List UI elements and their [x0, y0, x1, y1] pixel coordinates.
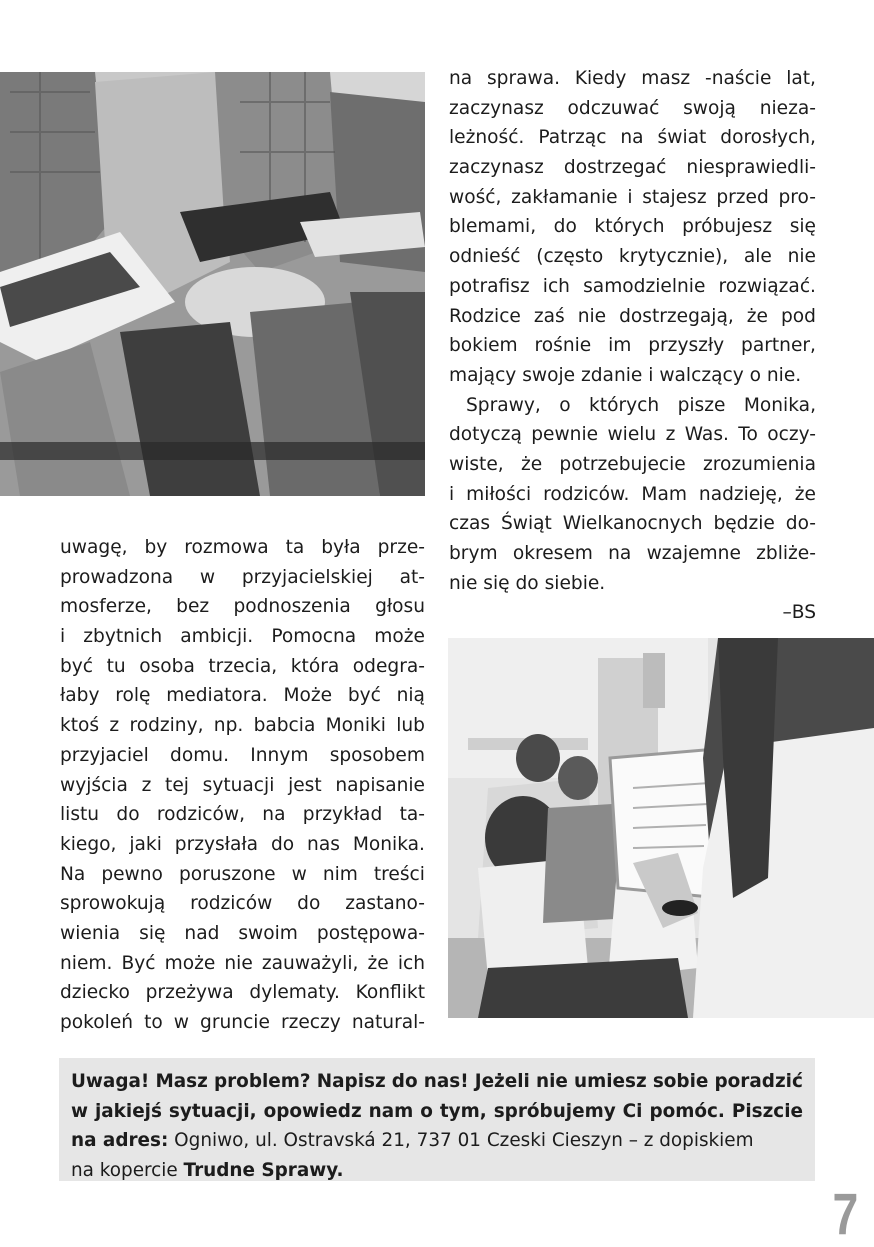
word: ta-: [399, 804, 425, 826]
word: brym: [449, 543, 498, 564]
text-line: [449, 450, 816, 480]
word: podnoszenia: [233, 596, 351, 618]
word: potrzebujecie: [559, 453, 686, 475]
word: Uwaga!: [71, 1071, 150, 1092]
word: tym,: [439, 1100, 487, 1122]
text-line: [449, 539, 816, 569]
word: babcia: [253, 715, 316, 737]
word: jaki: [129, 833, 162, 855]
word: Rodzice: [449, 305, 521, 327]
word: Masz: [155, 1071, 208, 1092]
word: dostrzegają,: [619, 305, 734, 327]
notice-line-2: [71, 1097, 803, 1127]
text-line: [449, 123, 816, 153]
word: sposobem: [329, 744, 425, 766]
word: (często: [536, 246, 604, 268]
word: świat: [657, 127, 707, 149]
text-line: [60, 681, 425, 711]
word: sytuacji: [202, 774, 275, 796]
word: próbujesz: [682, 216, 773, 238]
word: gruncie: [200, 1012, 270, 1033]
word: rodziców,: [156, 804, 245, 826]
word: oczy-: [767, 424, 816, 446]
word: głosu: [375, 596, 425, 618]
photo-girl-with-certificate: [448, 638, 874, 1018]
word: ta: [285, 537, 305, 558]
word: ale: [743, 246, 772, 268]
text-line: [60, 563, 425, 593]
word: np.: [213, 715, 244, 737]
word: nas: [307, 833, 340, 855]
word: rozwiązać.: [718, 275, 816, 297]
text-line: [60, 800, 425, 830]
word: nią: [396, 685, 425, 707]
word: do: [553, 216, 577, 238]
word: zaczynasz: [449, 157, 544, 179]
word: Kiedy: [574, 68, 627, 89]
text-line: [60, 949, 425, 979]
text-line: [60, 771, 425, 801]
notice-address-label: na adres:: [71, 1130, 169, 1151]
text-line: [60, 622, 425, 652]
text-line: [449, 272, 816, 302]
word: że: [520, 453, 543, 475]
word: ich: [542, 275, 570, 297]
word: że: [794, 483, 816, 505]
word: była: [321, 537, 361, 558]
word: pro-: [778, 186, 816, 208]
word: domu.: [170, 744, 230, 766]
word: nadzieję,: [698, 483, 783, 505]
word: może: [164, 952, 216, 974]
word: osoba: [139, 655, 195, 677]
word: zrozumienia: [703, 453, 816, 475]
word: rozmowa: [184, 537, 269, 558]
contact-notice-box: [59, 1058, 815, 1181]
word: napisanie: [335, 774, 425, 796]
word: Wielkanocnych: [562, 513, 703, 535]
word: Moniki: [325, 715, 386, 737]
word: w: [173, 1012, 190, 1033]
text-line: [449, 302, 816, 332]
text-line: [60, 1008, 425, 1038]
word: partner,: [741, 335, 816, 357]
word: blemami,: [449, 216, 537, 238]
word: odegra-: [352, 655, 425, 677]
word: mediatora.: [166, 685, 268, 707]
word: nie: [787, 246, 816, 268]
photo-students-reading: [0, 72, 425, 496]
word: na: [449, 68, 473, 89]
word: wzajemne: [646, 543, 741, 564]
word: odnieść: [449, 246, 521, 268]
word: Mam: [641, 483, 687, 505]
text-line: [60, 978, 425, 1008]
word: -naście: [705, 68, 772, 89]
word: dziecko: [60, 982, 130, 1004]
text-line: [449, 242, 816, 272]
word: swoją: [683, 97, 736, 119]
word: pewno: [101, 863, 163, 885]
word: dorosłych,: [720, 127, 816, 149]
text-line: [60, 860, 425, 890]
word: czas: [449, 513, 491, 535]
word: z: [665, 424, 676, 446]
word: poruszone: [178, 863, 276, 885]
word: samodzielnie: [583, 275, 706, 297]
word: at-: [399, 566, 425, 588]
word: jakiejś: [94, 1100, 162, 1122]
word: i: [449, 483, 455, 505]
word: się: [139, 922, 166, 944]
notice-address: Ogniwo, ul. Ostravská 21, 737 01 Czeski Cieszyn – z dopiskiem: [168, 1130, 754, 1151]
word: listu: [60, 804, 100, 826]
word: rodziny,: [129, 715, 204, 737]
word: przyjacielskiej: [241, 566, 373, 588]
word: w: [291, 863, 307, 885]
article-left-column: [60, 533, 425, 1038]
word: Napisz: [316, 1071, 386, 1092]
word: Pomocna: [271, 626, 357, 648]
word: w: [199, 566, 216, 588]
word: nie: [577, 305, 607, 327]
word: natural-: [351, 1012, 425, 1033]
word: To: [738, 424, 758, 446]
word: Sprawy,: [466, 394, 541, 416]
word: sprowokują: [60, 893, 166, 915]
text-line: [60, 741, 425, 771]
word: Jeżeli: [474, 1071, 530, 1092]
word: do: [116, 804, 140, 826]
word: by: [144, 537, 168, 558]
word: pokoleń: [60, 1012, 134, 1033]
text-line: [60, 592, 425, 622]
word: nim: [322, 863, 358, 885]
word: których: [589, 394, 660, 416]
word: mosferze,: [60, 596, 152, 618]
word: ktoś: [60, 715, 100, 737]
word: Konflikt: [355, 982, 425, 1004]
word: nad: [184, 922, 220, 944]
word: że: [746, 305, 768, 327]
word: rodziców.: [543, 483, 630, 505]
word: przeżywa: [145, 982, 234, 1004]
word: lub: [396, 715, 425, 737]
word: Świąt: [500, 513, 552, 535]
word: prowadzona: [60, 566, 174, 588]
word: uwagę,: [60, 537, 128, 558]
word: sprawa.: [486, 68, 561, 89]
word: do: [270, 833, 295, 855]
word: Na: [60, 863, 86, 885]
notice-line-3: [71, 1126, 803, 1156]
word: stajesz: [642, 186, 707, 208]
word: zauważyli,: [261, 952, 359, 974]
word: im: [608, 335, 632, 357]
word: być: [347, 685, 381, 707]
word: wyjścia: [60, 774, 128, 796]
word: odczuwać: [567, 97, 660, 119]
word: dostrzegać: [563, 157, 667, 179]
word: wielu: [607, 424, 657, 446]
word: opowiedz: [263, 1100, 362, 1122]
word: to: [144, 1012, 163, 1033]
word: nam: [368, 1100, 414, 1122]
word: przyjaciel: [60, 744, 149, 766]
word: pisze: [677, 394, 726, 416]
word: zaś: [533, 305, 565, 327]
word: może: [374, 626, 425, 648]
word: z: [109, 715, 120, 737]
text-line: [449, 212, 816, 242]
word: sobie: [652, 1071, 709, 1092]
word: do: [391, 1071, 418, 1092]
word: problem?: [213, 1071, 311, 1092]
text-line: [449, 64, 816, 94]
word: Ci: [622, 1100, 643, 1122]
word: Innym: [250, 744, 309, 766]
text-line: [60, 830, 425, 860]
word: zakłamanie: [511, 186, 618, 208]
word: kiego,: [60, 833, 117, 855]
text-line: nie się do siebie.: [449, 572, 606, 594]
text-line: [60, 533, 425, 563]
word: bokiem: [449, 335, 518, 357]
word: i: [627, 186, 633, 208]
word: okresem: [512, 543, 593, 564]
word: masz: [641, 68, 691, 89]
text-line: [449, 331, 816, 361]
word: zbytnich: [83, 626, 163, 648]
word: na: [620, 127, 644, 149]
word: niesprawiedli-: [686, 157, 816, 179]
word: postępowa-: [316, 922, 425, 944]
word: poradzić: [714, 1071, 803, 1092]
word: i: [60, 626, 66, 648]
word: na: [608, 543, 632, 564]
word: Piszcie: [731, 1100, 803, 1122]
word: z: [141, 774, 152, 796]
page-number: 7: [832, 1182, 858, 1247]
word: że: [367, 952, 389, 974]
text-line: [449, 183, 816, 213]
word: których: [594, 216, 665, 238]
text-line: [449, 480, 816, 510]
word: pewnie: [531, 424, 599, 446]
word: tej: [165, 774, 189, 796]
word: nas!: [423, 1071, 469, 1092]
word: leżność.: [449, 127, 525, 149]
word: o: [420, 1100, 433, 1122]
word: ich: [397, 952, 425, 974]
word: przed: [716, 186, 769, 208]
word: się: [789, 216, 816, 238]
word: łaby: [60, 685, 100, 707]
word: rośnie: [534, 335, 592, 357]
word: być: [60, 655, 94, 677]
word: Może: [283, 685, 333, 707]
word: pod: [780, 305, 816, 327]
word: rolę: [115, 685, 151, 707]
word: na: [262, 804, 286, 826]
text-line: [60, 889, 425, 919]
notice-envelope-text: na kopercie: [71, 1159, 184, 1181]
text-line: [449, 391, 816, 421]
word: prze-: [377, 537, 425, 558]
word: jest: [288, 774, 322, 796]
word: treści: [373, 863, 425, 885]
text-line: [449, 153, 816, 183]
word: wość,: [449, 186, 502, 208]
notice-envelope-label: Trudne Sprawy.: [183, 1159, 344, 1181]
text-line: [449, 420, 816, 450]
word: rodziców: [190, 893, 273, 915]
word: trzecia,: [208, 655, 278, 677]
word: miłości: [466, 483, 532, 505]
word: zbliże-: [756, 543, 816, 564]
word: Was.: [684, 424, 729, 446]
word: nieza-: [759, 97, 816, 119]
word: rzeczy: [280, 1012, 341, 1033]
word: pomóc.: [649, 1100, 725, 1122]
word: zaczynasz: [449, 97, 544, 119]
text-line: mający swoje zdanie i walczący o nie.: [449, 364, 802, 386]
word: Patrząc: [538, 127, 607, 149]
word: dotyczą: [449, 424, 522, 446]
word: niem.: [60, 952, 113, 974]
notice-line-1: [71, 1067, 803, 1097]
text-line: [60, 711, 425, 741]
word: spróbujemy: [493, 1100, 616, 1122]
word: wiste,: [449, 453, 504, 475]
word: tu: [106, 655, 126, 677]
word: Być: [121, 952, 156, 974]
article-right-column: [449, 64, 816, 628]
text-line: [60, 652, 425, 682]
word: krytycznie),: [618, 246, 729, 268]
word: lat,: [786, 68, 816, 89]
word: nie: [224, 952, 253, 974]
text-line: [60, 919, 425, 949]
word: Monika.: [352, 833, 425, 855]
word: wienia: [60, 922, 121, 944]
word: do: [297, 893, 321, 915]
word: będzie: [713, 513, 775, 535]
word: umiesz: [574, 1071, 647, 1092]
word: Monika,: [743, 394, 816, 416]
word: która: [290, 655, 340, 677]
word: zastano-: [345, 893, 425, 915]
text-line: [449, 509, 816, 539]
notice-line-4: [71, 1156, 803, 1186]
word: przysłała: [174, 833, 259, 855]
word: dylematy.: [249, 982, 340, 1004]
word: ambicji.: [180, 626, 254, 648]
author-signature: –BS: [782, 602, 816, 624]
text-line: [449, 94, 816, 124]
word: do-: [785, 513, 816, 535]
word: przykład: [302, 804, 383, 826]
word: przyszły: [648, 335, 725, 357]
word: potrafisz: [449, 275, 530, 297]
word: nie: [535, 1071, 568, 1092]
word: swoim: [238, 922, 298, 944]
word: bez: [176, 596, 210, 618]
word: sytuacji,: [168, 1100, 257, 1122]
word: w: [71, 1100, 88, 1122]
word: o: [559, 394, 571, 416]
